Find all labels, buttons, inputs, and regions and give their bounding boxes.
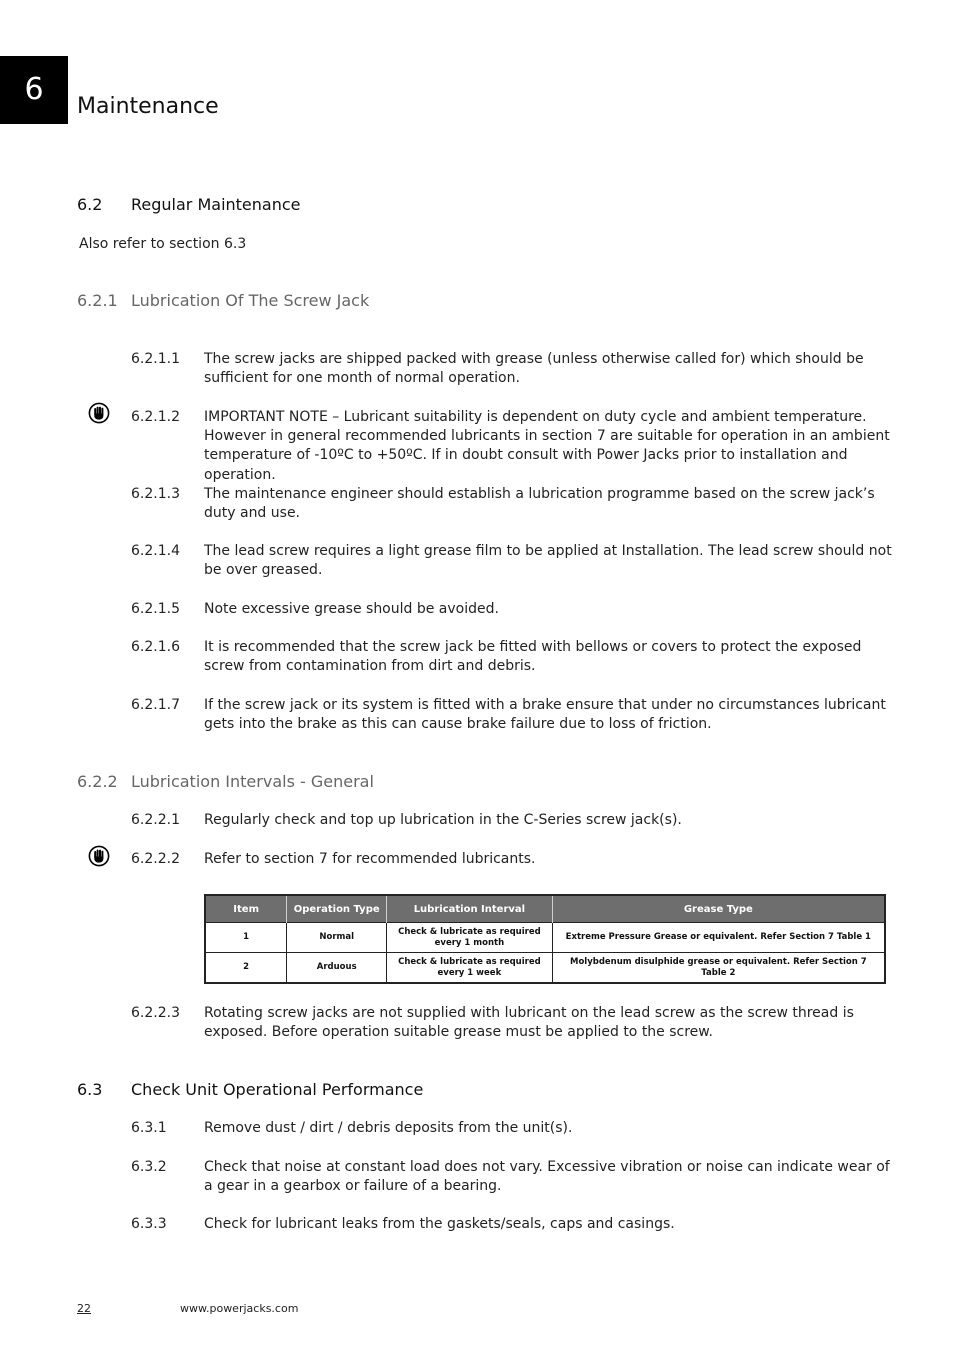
- table-cell: Normal: [287, 923, 387, 953]
- subsection-title: Lubrication Intervals - General: [131, 772, 374, 791]
- item-number: 6.2.1.3: [131, 486, 180, 502]
- table-cell: Extreme Pressure Grease or equivalent. Refer Section 7 Table 1: [552, 923, 885, 953]
- table-row: [205, 953, 885, 984]
- table-cell: Check & lubricate as required every 1 month: [387, 923, 553, 953]
- item-text: If the screw jack or its system is fitted with a brake ensure that under no circumstances lubricant gets into the brake as this can cause brake failure due to loss of friction.: [204, 697, 886, 733]
- section-title: Check Unit Operational Performance: [131, 1080, 424, 1099]
- hand-warning-icon: [88, 402, 110, 424]
- lubrication-table: [204, 894, 886, 984]
- item-number: 6.2.1.5: [131, 601, 180, 617]
- table-cell: Molybdenum disulphide grease or equivalent. Refer Section 7 Table 2: [552, 953, 885, 984]
- item-text: The maintenance engineer should establish a lubrication programme based on the screw jack’s duty and use.: [204, 486, 875, 522]
- item-text: Check for lubricant leaks from the gaskets/seals, caps and casings.: [204, 1216, 675, 1232]
- table-row: [205, 923, 885, 953]
- item-text: The screw jacks are shipped packed with grease (unless otherwise called for) which should be sufficient for one month of normal operation.: [204, 351, 864, 387]
- item-number: 6.2.1.1: [131, 351, 180, 367]
- item-number: 6.2.1.2: [131, 409, 180, 425]
- table-header-row: [205, 895, 885, 923]
- item-text: Note excessive grease should be avoided.: [204, 601, 499, 617]
- section-intro: Also refer to section 6.3: [79, 236, 247, 252]
- column-header: Item: [205, 895, 287, 923]
- table-cell: 1: [205, 923, 287, 953]
- section-number: 6.3: [77, 1080, 103, 1099]
- column-header: Lubrication Interval: [387, 895, 553, 923]
- item-text: Remove dust / dirt / debris deposits from the unit(s).: [204, 1120, 573, 1136]
- section-title: Regular Maintenance: [131, 195, 301, 214]
- item-number: 6.3.2: [131, 1159, 167, 1175]
- page-number: 22: [77, 1302, 91, 1315]
- item-text: Regularly check and top up lubrication in the C-Series screw jack(s).: [204, 812, 682, 828]
- chapter-title: Maintenance: [77, 94, 219, 119]
- item-text: IMPORTANT NOTE – Lubricant suitability is dependent on duty cycle and ambient temperature. However in general recommended lubricants in section 7 are suitable for operation in an ambient temperature of -10ºC to +50ºC. If in doubt consult with Power Jacks prior to installation and operation.: [204, 409, 890, 483]
- item-number: 6.3.3: [131, 1216, 167, 1232]
- item-text: Refer to section 7 for recommended lubricants.: [204, 851, 536, 867]
- subsection-number: 6.2.2: [77, 772, 118, 791]
- column-header: Operation Type: [287, 895, 387, 923]
- subsection-title: Lubrication Of The Screw Jack: [131, 291, 370, 310]
- column-header: Grease Type: [552, 895, 885, 923]
- item-number: 6.2.1.6: [131, 639, 180, 655]
- item-text: Check that noise at constant load does not vary. Excessive vibration or noise can indicate wear of a gear in a gearbox or failure of a bearing.: [204, 1159, 890, 1195]
- footer-url[interactable]: www.powerjacks.com: [180, 1302, 299, 1315]
- hand-warning-icon: [88, 845, 110, 867]
- item-text: The lead screw requires a light grease film to be applied at Installation. The lead screw should not be over greased.: [204, 543, 892, 579]
- chapter-number: 6: [0, 56, 68, 124]
- table-cell: Check & lubricate as required every 1 week: [387, 953, 553, 984]
- item-number: 6.2.2.1: [131, 812, 180, 828]
- item-text: It is recommended that the screw jack be fitted with bellows or covers to protect the exposed screw from contamination from dirt and debris.: [204, 639, 862, 675]
- table-cell: Arduous: [287, 953, 387, 984]
- item-number: 6.2.1.4: [131, 543, 180, 559]
- item-number: 6.2.1.7: [131, 697, 180, 713]
- item-text: Rotating screw jacks are not supplied with lubricant on the lead screw as the screw thread is exposed. Before operation suitable grease must be applied to the screw.: [204, 1005, 854, 1041]
- item-number: 6.2.2.3: [131, 1005, 180, 1021]
- item-number: 6.2.2.2: [131, 851, 180, 867]
- section-number: 6.2: [77, 195, 103, 214]
- item-number: 6.3.1: [131, 1120, 167, 1136]
- subsection-number: 6.2.1: [77, 291, 118, 310]
- table-cell: 2: [205, 953, 287, 984]
